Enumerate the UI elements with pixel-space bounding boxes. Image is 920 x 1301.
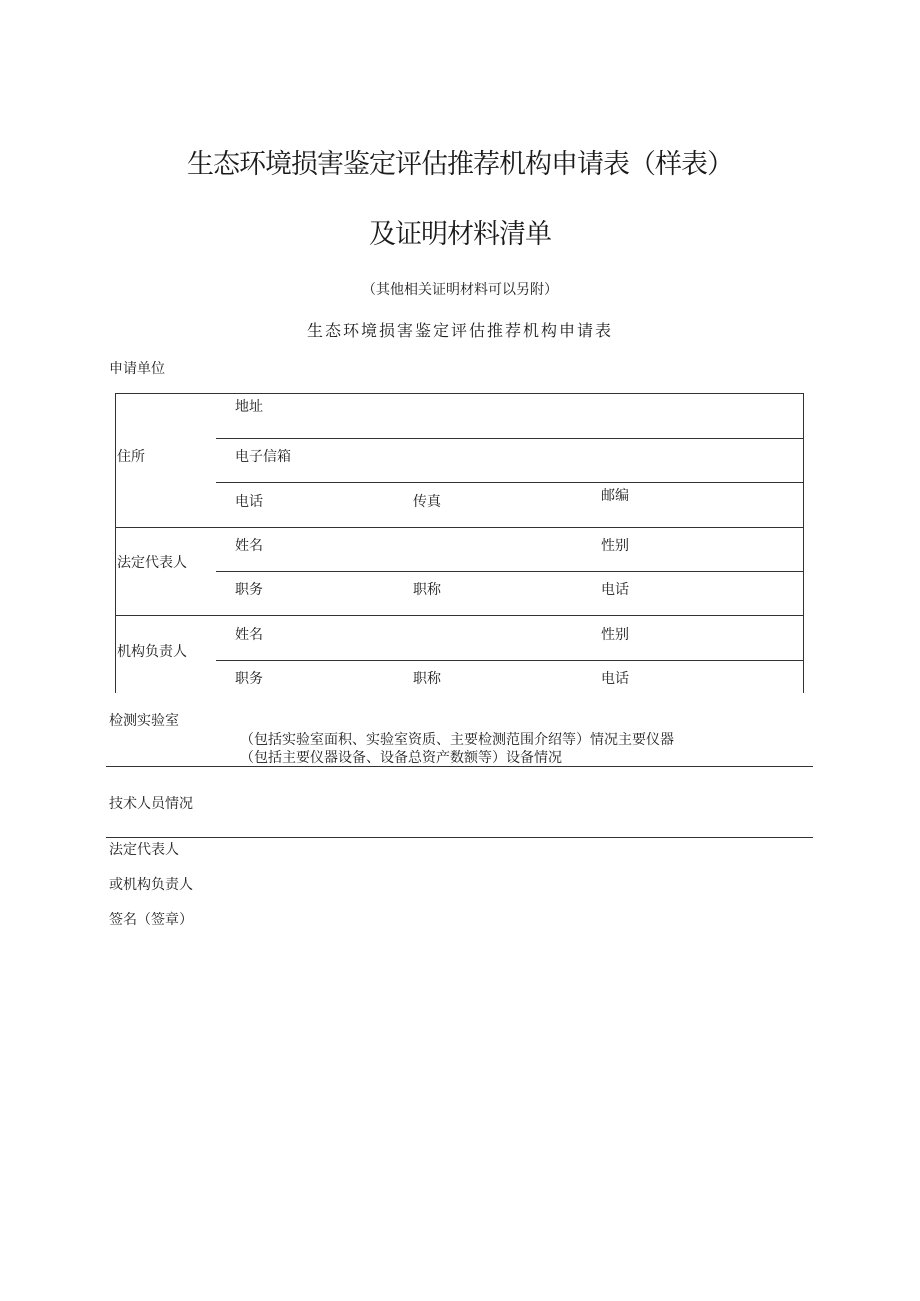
- section-rule: [106, 837, 813, 838]
- legal-rep-title-label: 职称: [413, 582, 441, 598]
- signature-line2: 或机构负责人: [109, 877, 193, 893]
- table-top-border: [115, 393, 804, 394]
- tech-staff-label: 技术人员情况: [109, 796, 193, 812]
- legal-rep-phone-label: 电话: [601, 582, 629, 598]
- row-divider: [216, 660, 804, 661]
- attachment-note: （其他相关证明材料可以另附）: [362, 282, 558, 298]
- document-title-line1: 生态环境损害鉴定评估推荐机构申请表（样表）: [187, 149, 733, 180]
- email-label: 电子信箱: [235, 449, 291, 465]
- section-rule: [106, 766, 813, 767]
- org-head-phone-label: 电话: [601, 671, 629, 687]
- section-divider: [115, 615, 804, 616]
- legal-rep-name-label: 姓名: [235, 538, 263, 554]
- section-divider: [115, 527, 804, 528]
- org-head-label: 机构负责人: [117, 644, 187, 660]
- lab-description-line1: （包括实验室面积、实验室资质、主要检测范围介绍等）情况主要仪器: [240, 732, 674, 748]
- org-head-position-label: 职务: [235, 671, 263, 687]
- row-divider: [216, 438, 804, 439]
- signature-line1: 法定代表人: [109, 842, 179, 858]
- table-left-border: [115, 393, 116, 693]
- row-divider: [216, 571, 804, 572]
- org-head-title-label: 职称: [413, 671, 441, 687]
- legal-rep-position-label: 职务: [235, 582, 263, 598]
- legal-rep-label: 法定代表人: [117, 555, 187, 571]
- lab-label: 检测实验室: [109, 713, 179, 729]
- postcode-label: 邮编: [601, 488, 629, 504]
- fax-label: 传真: [413, 494, 441, 510]
- org-head-name-label: 姓名: [235, 627, 263, 643]
- row-divider: [216, 482, 804, 483]
- applicant-label: 申请单位: [109, 361, 165, 377]
- signature-line3: 签名（签章）: [109, 912, 193, 928]
- legal-rep-gender-label: 性别: [601, 538, 629, 554]
- address-label: 地址: [235, 399, 263, 415]
- lab-description-line2: （包括主要仪器设备、设备总资产数额等）设备情况: [240, 750, 562, 766]
- document-title-line2: 及证明材料清单: [369, 219, 551, 250]
- phone-label: 电话: [235, 494, 263, 510]
- form-title: 生态环境损害鉴定评估推荐机构申请表: [306, 321, 613, 340]
- residence-label: 住所: [117, 449, 145, 465]
- org-head-gender-label: 性别: [601, 627, 629, 643]
